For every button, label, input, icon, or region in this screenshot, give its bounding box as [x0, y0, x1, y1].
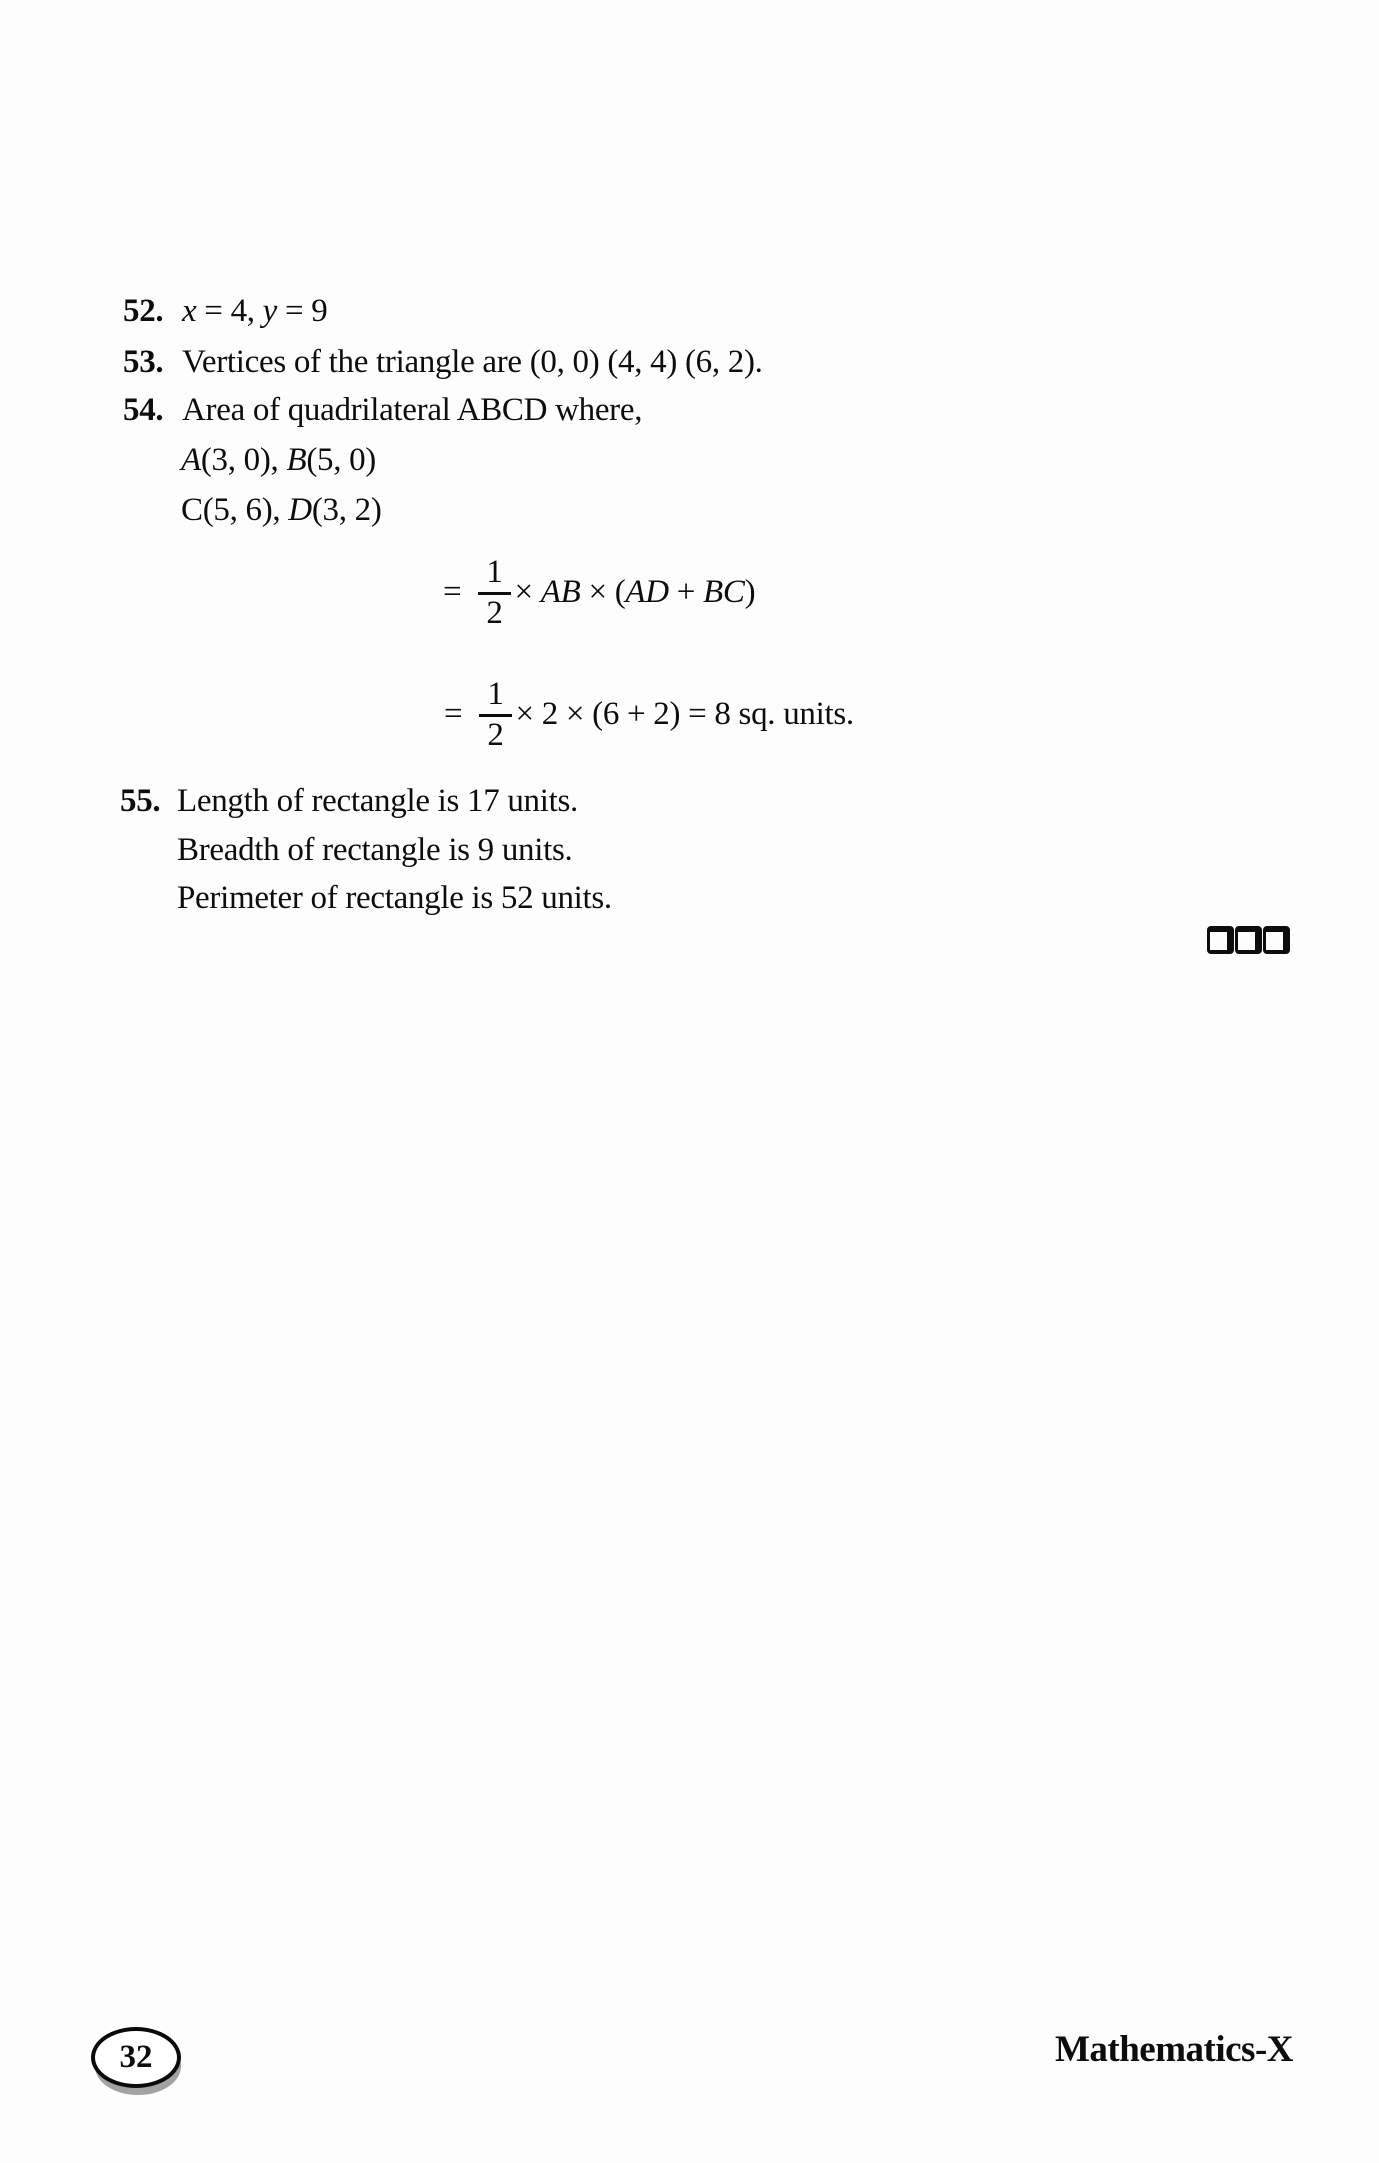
- book-title: Mathematics-X: [1054, 2029, 1293, 2070]
- answer-text-55-line1: Length of rectangle is 17 units.: [177, 783, 578, 819]
- plus-sign: +: [668, 574, 704, 611]
- end-of-chapter-squares-icon: [1207, 926, 1290, 954]
- math-var-d: D: [288, 492, 312, 528]
- answer-54-coords-cd: [181, 492, 382, 530]
- math-var-y: y: [262, 293, 278, 329]
- equals-sign: =: [444, 696, 463, 733]
- shadowed-square-icon: [1235, 926, 1262, 954]
- math-var-ab: AB: [540, 574, 581, 611]
- question-number-55: 55.: [120, 783, 161, 819]
- answer-55-line2: Breadth of rectangle is 9 units.: [177, 832, 573, 868]
- answer-52-mid: = 4,: [196, 293, 263, 329]
- answer-52-end: = 9: [277, 293, 328, 329]
- answer-text-54-intro: Area of quadrilateral ABCD where,: [182, 392, 643, 428]
- fraction-one-half: [479, 676, 511, 754]
- answer-55-line3: Perimeter of rectangle is 52 units.: [177, 880, 612, 916]
- answer-line-53: [123, 344, 1023, 382]
- formula-2-expression: × 2 × (6 + 2): [515, 696, 689, 733]
- question-number-54: 54.: [123, 392, 164, 428]
- coords-c-values: C(5, 6),: [181, 492, 289, 528]
- closing-paren: ): [744, 574, 756, 611]
- math-var-b: B: [286, 442, 307, 478]
- answer-line-55: [120, 783, 1020, 821]
- formula-1-body: [515, 574, 756, 611]
- shadowed-square-icon: [1207, 926, 1234, 954]
- math-var-x: x: [182, 293, 197, 329]
- formula-2-result: = 8 sq. units.: [688, 696, 854, 733]
- fraction-denominator: 2: [487, 716, 504, 753]
- times-sign: ×: [514, 574, 541, 611]
- area-formula-symbolic: [443, 554, 755, 632]
- area-formula-numeric: [444, 676, 854, 754]
- coords-a-values: (3, 0),: [200, 442, 287, 478]
- answer-line-52: [123, 293, 823, 331]
- coords-b-values: (5, 0): [306, 442, 376, 478]
- answer-line-54: [123, 392, 1023, 430]
- question-number-52: 52.: [123, 293, 164, 329]
- math-var-bc: BC: [703, 574, 745, 611]
- math-var-ad: AD: [625, 574, 669, 611]
- coords-d-values: (3, 2): [311, 492, 382, 528]
- question-number-53: 53.: [123, 344, 164, 380]
- answer-text-52: [182, 293, 327, 331]
- formula-2-body: [516, 696, 854, 733]
- fraction-numerator: 1: [478, 554, 510, 595]
- shadowed-square-icon: [1263, 926, 1290, 954]
- math-var-a: A: [181, 442, 201, 478]
- fraction-numerator: 1: [479, 676, 511, 717]
- equals-sign: =: [443, 574, 462, 611]
- page-number: 32: [119, 2039, 153, 2075]
- page-number-badge: [91, 2027, 181, 2088]
- answer-text-53: Vertices of the triangle are (0, 0) (4, 4) (6, 2).: [182, 344, 763, 380]
- formula-1-mid: × (: [580, 574, 626, 611]
- fraction-one-half: [478, 554, 510, 632]
- answer-54-coords-ab: [181, 442, 376, 480]
- fraction-denominator: 2: [486, 594, 503, 631]
